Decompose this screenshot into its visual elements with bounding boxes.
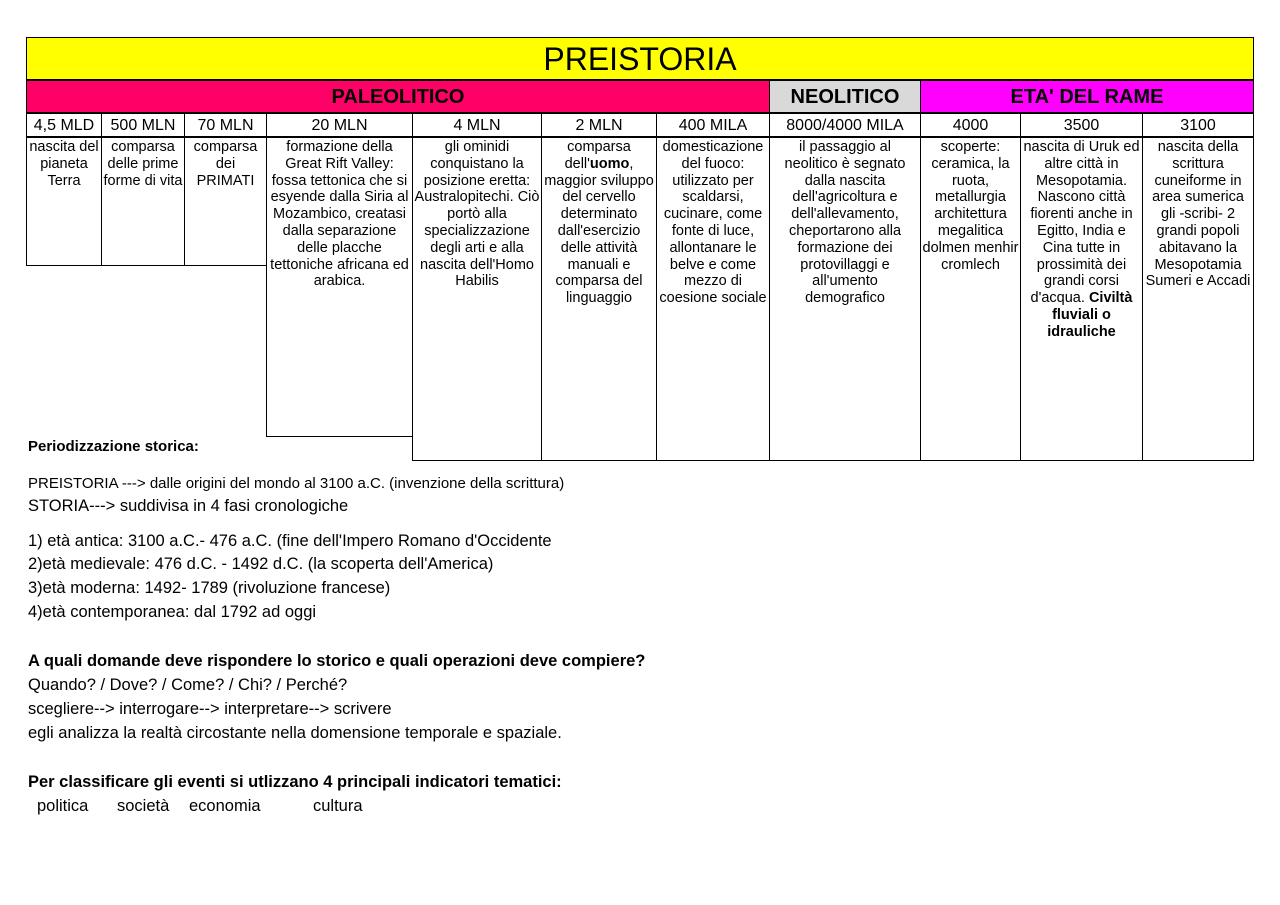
date-cell: 3500 <box>1020 113 1143 138</box>
periodizzazione-heading: Periodizzazione storica: <box>28 438 199 455</box>
desc-text: , maggior sviluppo del cervello determinato dall'esercizio delle attività manuali e comparsa del linguaggio <box>544 155 654 307</box>
date-cell: 4,5 MLD <box>26 113 102 138</box>
phase-item: 2)età medievale: 476 d.C. - 1492 d.C. (la scoperta dell'America) <box>28 555 494 573</box>
desc-cell: comparsa dei PRIMATI <box>184 136 267 266</box>
date-cell: 400 MILA <box>656 113 770 138</box>
desc-cell: il passaggio al neolitico è segnato dalla nascita dell'agricoltura e dell'allevamento, cheportarono alla formazione dei protovillaggi e all'umento demografico <box>769 136 921 461</box>
desc-cell: comparsa delle prime forme di vita <box>101 136 185 266</box>
date-cell: 8000/4000 MILA <box>769 113 921 138</box>
analysis-line: egli analizza la realtà circostante nella domensione temporale e spaziale. <box>28 724 562 742</box>
indicators-heading: Per classificare gli eventi si utlizzano 4 principali indicatori tematici: <box>28 773 562 791</box>
page-title: PREISTORIA <box>26 37 1254 80</box>
desc-cell: scoperte: ceramica, la ruota, metallurgia architettura megalitica dolmen menhir cromlech <box>920 136 1021 461</box>
desc-cell: domesticazione del fuoco: utilizzato per scaldarsi, cucinare, come fonte di luce, allontanare le belve e come mezzo di coesione sociale <box>656 136 770 461</box>
date-cell: 20 MLN <box>266 113 413 138</box>
operations-line: scegliere--> interrogare--> interpretare--> scrivere <box>28 700 392 718</box>
questions-line: Quando? / Dove? / Come? / Chi? / Perché? <box>28 676 348 694</box>
desc-cell: gli ominidi conquistano la posizione eretta: Australopitechi. Ciò portò alla specializzazione degli arti e alla nascita dell'Homo Habilis <box>412 136 542 461</box>
desc-bold-text: uomo <box>589 155 630 172</box>
date-cell: 500 MLN <box>101 113 185 138</box>
era-eta-del-rame: ETA' DEL RAME <box>920 80 1254 113</box>
indicator-item: cultura <box>313 797 363 815</box>
desc-text: nascita di Uruk ed altre città in Mesopotamia. Nascono città fiorenti anche in Egitto, India e Cina tutte in prossimità dei grandi corsi d'acqua. <box>1023 139 1140 307</box>
question-heading: A quali domande deve rispondere lo storico e quali operazioni deve compiere? <box>28 652 646 670</box>
indicator-item: politica <box>37 797 89 815</box>
desc-cell: formazione della Great Rift Valley: fossa tettonica che si esyende dalla Siria al Mozambico, creatasi dalla separazione delle placche tettoniche africana ed arabica. <box>266 136 413 437</box>
indicator-item: economia <box>189 797 261 815</box>
date-cell: 2 MLN <box>541 113 657 138</box>
phase-item: 3)età moderna: 1492- 1789 (rivoluzione francese) <box>28 579 391 597</box>
desc-cell: nascita della scrittura cuneiforme in area sumerica gli -scribi- 2 grandi popoli abitavano la Mesopotamia Sumeri e Accadi <box>1142 136 1254 461</box>
desc-text: comparsa dell' <box>564 139 631 172</box>
desc-cell: nascita del pianeta Terra <box>26 136 102 266</box>
preistoria-line: PREISTORIA ---> dalle origini del mondo al 3100 a.C. (invenzione della scrittura) <box>28 475 565 492</box>
phase-item: 1) età antica: 3100 a.C.- 476 a.C. (fine dell'Impero Romano d'Occidente <box>28 532 552 550</box>
date-cell: 3100 <box>1142 113 1254 138</box>
era-paleolitico: PALEOLITICO <box>26 80 770 113</box>
date-cell: 4000 <box>920 113 1021 138</box>
date-cell: 4 MLN <box>412 113 542 138</box>
indicator-item: società <box>117 797 170 815</box>
phase-item: 4)età contemporanea: dal 1792 ad oggi <box>28 603 317 621</box>
desc-cell <box>541 136 657 461</box>
desc-bold-text: Civiltà fluviali o idrauliche <box>1047 290 1133 340</box>
desc-cell <box>1020 136 1143 461</box>
storia-line: STORIA---> suddivisa in 4 fasi cronologiche <box>28 497 349 515</box>
date-cell: 70 MLN <box>184 113 267 138</box>
era-neolitico: NEOLITICO <box>769 80 921 113</box>
